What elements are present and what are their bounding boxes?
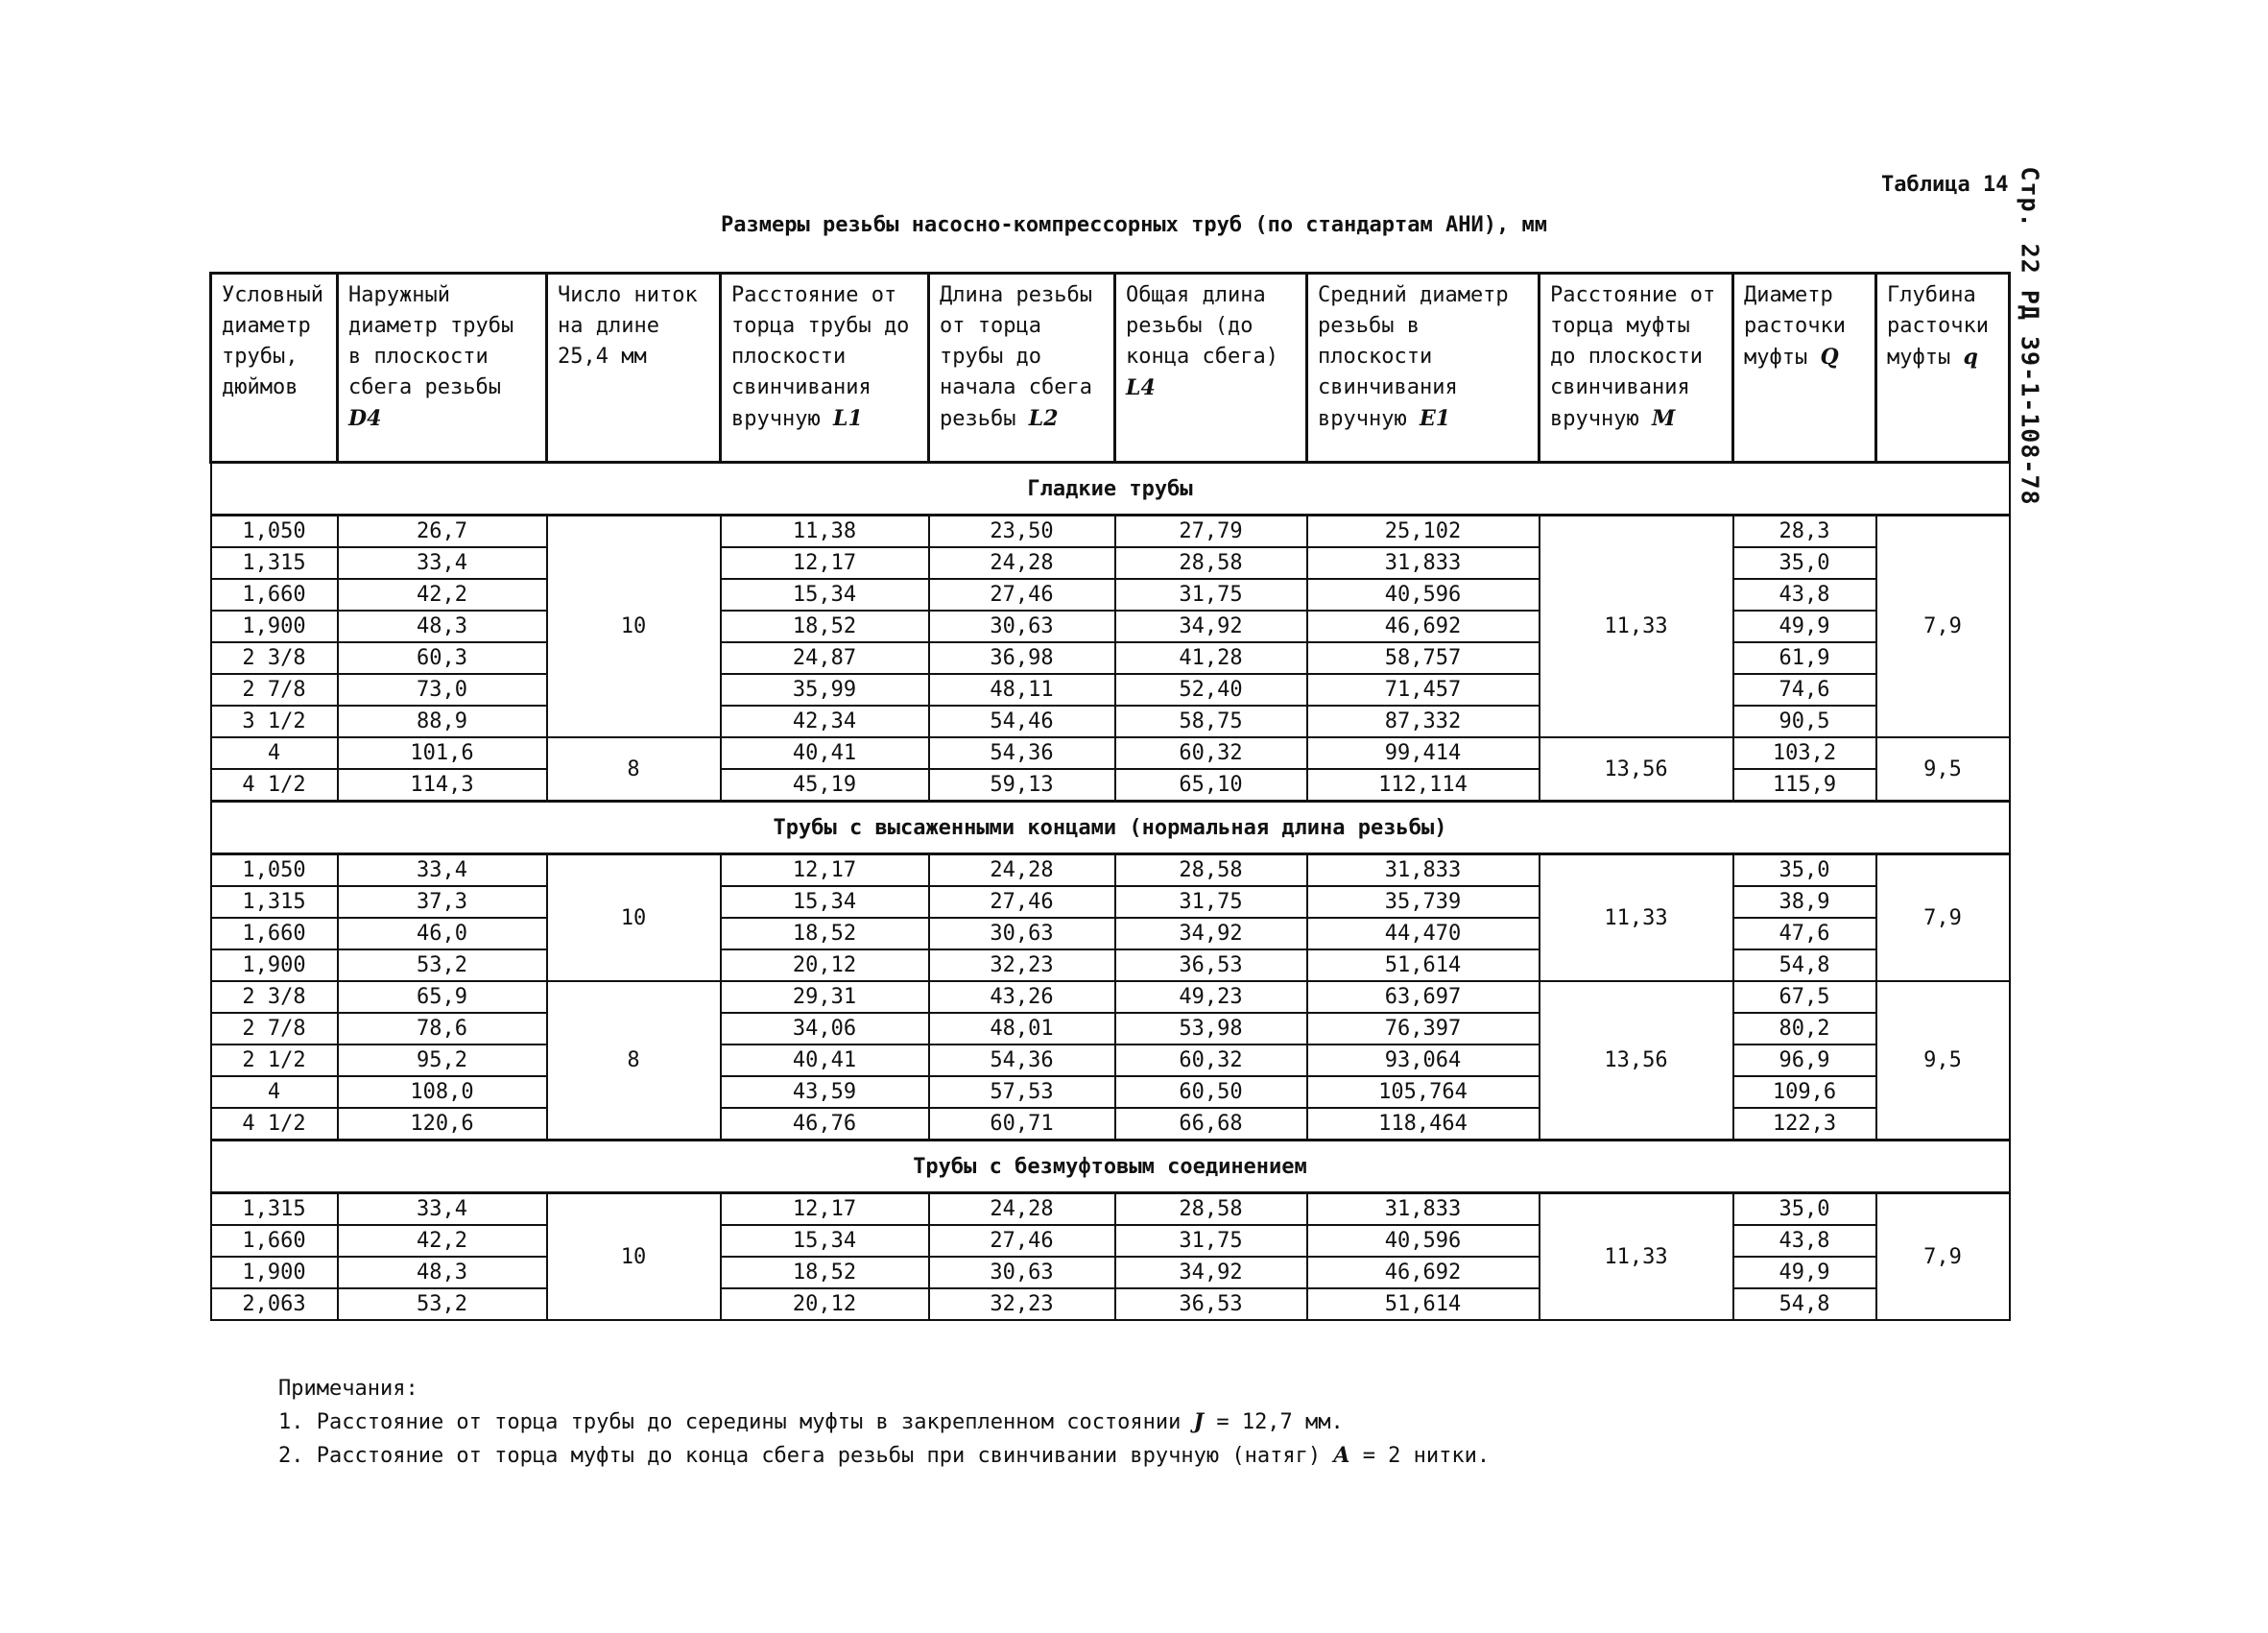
header-symbol: L2: [1028, 406, 1059, 431]
cell-l2: 59,13: [929, 769, 1115, 802]
cell-bore-diameter: 115,9: [1733, 769, 1876, 802]
cell-bore-diameter: 109,6: [1733, 1076, 1876, 1108]
cell-nominal-diameter: 1,660: [211, 579, 338, 611]
cell-outer-diameter: 26,7: [338, 516, 547, 548]
note-2-symbol: A: [1333, 1443, 1350, 1468]
table-row: [211, 949, 2010, 981]
cell-bore-diameter: 61,9: [1733, 642, 1876, 674]
header-symbol: q: [1963, 345, 1978, 370]
table-row: [211, 706, 2010, 737]
cell-nominal-diameter: 4 1/2: [211, 769, 338, 802]
table-row: [211, 769, 2010, 802]
cell-l4: 65,10: [1115, 769, 1307, 802]
document-code: Стр. 22 РД 39-1-108-78: [2016, 166, 2044, 506]
header-symbol: Q: [1820, 345, 1839, 370]
cell-l2: 24,28: [929, 1193, 1115, 1226]
cell-e1: 46,692: [1307, 611, 1540, 642]
cell-l2: 57,53: [929, 1076, 1115, 1108]
cell-l1: 34,06: [721, 1013, 929, 1045]
cell-l1: 12,17: [721, 1193, 929, 1226]
header-cell: [721, 274, 929, 463]
table-row: [211, 1257, 2010, 1288]
cell-e1: 112,114: [1307, 769, 1540, 802]
cell-l4: 60,50: [1115, 1076, 1307, 1108]
cell-bore-diameter: 43,8: [1733, 579, 1876, 611]
table-caption: Размеры резьбы насосно-компрессорных труб (по стандартам АНИ), мм: [721, 213, 1547, 237]
cell-bore-diameter: 103,2: [1733, 737, 1876, 769]
cell-bore-diameter: 49,9: [1733, 611, 1876, 642]
cell-nominal-diameter: 1,050: [211, 854, 338, 887]
cell-l2: 54,36: [929, 1045, 1115, 1076]
cell-nominal-diameter: 1,315: [211, 886, 338, 918]
cell-l4: 49,23: [1115, 981, 1307, 1013]
cell-e1: 76,397: [1307, 1013, 1540, 1045]
table-row: [211, 886, 2010, 918]
table-row: [211, 1193, 2010, 1226]
cell-threads: 10: [547, 516, 721, 738]
cell-outer-diameter: 33,4: [338, 1193, 547, 1226]
header-cell: [1307, 274, 1540, 463]
table-row: [211, 516, 2010, 548]
cell-nominal-diameter: 2 1/2: [211, 1045, 338, 1076]
cell-bore-diameter: 80,2: [1733, 1013, 1876, 1045]
cell-l2: 54,46: [929, 706, 1115, 737]
header-cell: [1733, 274, 1876, 463]
cell-l1: 15,34: [721, 886, 929, 918]
cell-e1: 63,697: [1307, 981, 1540, 1013]
table-row: [211, 1076, 2010, 1108]
cell-e1: 99,414: [1307, 737, 1540, 769]
header-text: Наружный диаметр трубы в плоскости сбега резьбы: [348, 283, 514, 399]
table-row: [211, 642, 2010, 674]
cell-bore-diameter: 49,9: [1733, 1257, 1876, 1288]
cell-e1: 87,332: [1307, 706, 1540, 737]
cell-l2: 30,63: [929, 1257, 1115, 1288]
cell-bore-diameter: 96,9: [1733, 1045, 1876, 1076]
table-row: [211, 854, 2010, 887]
cell-e1: 31,833: [1307, 547, 1540, 579]
cell-l1: 46,76: [721, 1108, 929, 1141]
cell-bore-diameter: 122,3: [1733, 1108, 1876, 1141]
cell-l2: 27,46: [929, 886, 1115, 918]
cell-l2: 27,46: [929, 579, 1115, 611]
cell-bore-diameter: 54,8: [1733, 1288, 1876, 1320]
cell-l2: 60,71: [929, 1108, 1115, 1141]
cell-bore-depth: 7,9: [1876, 1193, 2010, 1321]
cell-bore-diameter: 90,5: [1733, 706, 1876, 737]
cell-l1: 45,19: [721, 769, 929, 802]
header-text: Средний диаметр резьбы в плоскости свинчивания вручную: [1318, 283, 1509, 431]
header-cell: [1876, 274, 2010, 463]
header-symbol: E1: [1419, 406, 1451, 431]
cell-nominal-diameter: 2,063: [211, 1288, 338, 1320]
table-row: [211, 611, 2010, 642]
cell-outer-diameter: 120,6: [338, 1108, 547, 1141]
header-text: Расстояние от торца муфты до плоскости свинчивания вручную: [1550, 283, 1716, 431]
cell-bore-diameter: 47,6: [1733, 918, 1876, 949]
table-row: [211, 1225, 2010, 1257]
cell-outer-diameter: 108,0: [338, 1076, 547, 1108]
cell-outer-diameter: 95,2: [338, 1045, 547, 1076]
cell-l4: 28,58: [1115, 1193, 1307, 1226]
cell-outer-diameter: 78,6: [338, 1013, 547, 1045]
cell-nominal-diameter: 1,660: [211, 1225, 338, 1257]
header-symbol: L4: [1126, 375, 1156, 400]
cell-coupling-offset: 11,33: [1540, 854, 1733, 982]
cell-nominal-diameter: 2 3/8: [211, 642, 338, 674]
cell-l4: 52,40: [1115, 674, 1307, 706]
section-title: Трубы с высаженными концами (нормальная длина резьбы): [211, 802, 2010, 854]
header-symbol: L1: [832, 406, 863, 431]
cell-l1: 12,17: [721, 854, 929, 887]
header-cell: [338, 274, 547, 463]
table-row: [211, 674, 2010, 706]
cell-l1: 20,12: [721, 1288, 929, 1320]
cell-l1: 35,99: [721, 674, 929, 706]
table-row: [211, 1288, 2010, 1320]
cell-l2: 54,36: [929, 737, 1115, 769]
cell-bore-depth: 9,5: [1876, 981, 2010, 1141]
cell-nominal-diameter: 1,315: [211, 547, 338, 579]
cell-bore-diameter: 74,6: [1733, 674, 1876, 706]
cell-outer-diameter: 48,3: [338, 1257, 547, 1288]
cell-outer-diameter: 37,3: [338, 886, 547, 918]
section-title: Трубы с безмуфтовым соединением: [211, 1141, 2010, 1193]
cell-e1: 40,596: [1307, 1225, 1540, 1257]
cell-l1: 18,52: [721, 1257, 929, 1288]
header-cell: [547, 274, 721, 463]
header-symbol: D4: [348, 406, 382, 431]
cell-l1: 15,34: [721, 579, 929, 611]
cell-nominal-diameter: 1,900: [211, 949, 338, 981]
cell-e1: 25,102: [1307, 516, 1540, 548]
table-row: [211, 1108, 2010, 1141]
header-text: Длина резьбы от торца трубы до начала сбега резьбы: [940, 283, 1092, 431]
cell-nominal-diameter: 1,660: [211, 918, 338, 949]
table-row: [211, 1013, 2010, 1045]
cell-l4: 58,75: [1115, 706, 1307, 737]
header-text: Условный диаметр трубы, дюймов: [222, 283, 323, 399]
cell-nominal-diameter: 4: [211, 1076, 338, 1108]
cell-e1: 31,833: [1307, 854, 1540, 887]
header-row: [211, 274, 2010, 463]
cell-threads: 10: [547, 1193, 721, 1321]
cell-e1: 93,064: [1307, 1045, 1540, 1076]
cell-l4: 60,32: [1115, 737, 1307, 769]
cell-l1: 20,12: [721, 949, 929, 981]
cell-bore-depth: 7,9: [1876, 516, 2010, 738]
cell-outer-diameter: 33,4: [338, 854, 547, 887]
header-text: Расстояние от торца трубы до плоскости свинчивания вручную: [731, 283, 910, 431]
cell-outer-diameter: 73,0: [338, 674, 547, 706]
cell-l4: 31,75: [1115, 886, 1307, 918]
cell-outer-diameter: 46,0: [338, 918, 547, 949]
cell-l2: 27,46: [929, 1225, 1115, 1257]
cell-l1: 12,17: [721, 547, 929, 579]
cell-l2: 23,50: [929, 516, 1115, 548]
cell-e1: 46,692: [1307, 1257, 1540, 1288]
cell-l4: 28,58: [1115, 854, 1307, 887]
header-cell: [211, 274, 338, 463]
cell-outer-diameter: 48,3: [338, 611, 547, 642]
note-1: 1. Расстояние от торца трубы до середины муфты в закрепленном состоянии J = 12,7 мм.: [278, 1409, 1344, 1434]
cell-nominal-diameter: 4 1/2: [211, 1108, 338, 1141]
cell-l2: 24,28: [929, 854, 1115, 887]
cell-outer-diameter: 42,2: [338, 579, 547, 611]
header-cell: [1540, 274, 1733, 463]
table-number: Таблица 14: [1881, 173, 2009, 197]
cell-l1: 18,52: [721, 611, 929, 642]
cell-l2: 30,63: [929, 611, 1115, 642]
note-1-symbol: J: [1193, 1409, 1205, 1434]
cell-threads: 8: [547, 981, 721, 1141]
cell-l2: 32,23: [929, 1288, 1115, 1320]
cell-l4: 36,53: [1115, 949, 1307, 981]
cell-coupling-offset: 11,33: [1540, 1193, 1733, 1321]
cell-l4: 66,68: [1115, 1108, 1307, 1141]
table-row: [211, 737, 2010, 769]
cell-l2: 24,28: [929, 547, 1115, 579]
cell-outer-diameter: 42,2: [338, 1225, 547, 1257]
cell-outer-diameter: 101,6: [338, 737, 547, 769]
cell-e1: 105,764: [1307, 1076, 1540, 1108]
cell-nominal-diameter: 1,315: [211, 1193, 338, 1226]
header-symbol: M: [1651, 406, 1676, 431]
cell-outer-diameter: 53,2: [338, 949, 547, 981]
cell-bore-diameter: 35,0: [1733, 547, 1876, 579]
cell-bore-diameter: 67,5: [1733, 981, 1876, 1013]
cell-e1: 51,614: [1307, 1288, 1540, 1320]
cell-l4: 34,92: [1115, 918, 1307, 949]
cell-l4: 41,28: [1115, 642, 1307, 674]
cell-nominal-diameter: 4: [211, 737, 338, 769]
cell-l1: 43,59: [721, 1076, 929, 1108]
table-row: [211, 579, 2010, 611]
cell-l1: 40,41: [721, 1045, 929, 1076]
cell-outer-diameter: 60,3: [338, 642, 547, 674]
cell-l1: 15,34: [721, 1225, 929, 1257]
cell-bore-diameter: 38,9: [1733, 886, 1876, 918]
cell-l2: 36,98: [929, 642, 1115, 674]
header-cell: [1115, 274, 1307, 463]
cell-bore-diameter: 43,8: [1733, 1225, 1876, 1257]
cell-l2: 30,63: [929, 918, 1115, 949]
cell-e1: 44,470: [1307, 918, 1540, 949]
cell-coupling-offset: 11,33: [1540, 516, 1733, 738]
cell-bore-diameter: 54,8: [1733, 949, 1876, 981]
cell-bore-depth: 9,5: [1876, 737, 2010, 802]
section-row: [211, 463, 2010, 516]
cell-l2: 32,23: [929, 949, 1115, 981]
cell-l1: 11,38: [721, 516, 929, 548]
cell-l4: 34,92: [1115, 1257, 1307, 1288]
thread-dimensions-table: [209, 272, 2011, 1321]
cell-l1: 29,31: [721, 981, 929, 1013]
note-2: 2. Расстояние от торца муфты до конца сбега резьбы при свинчивании вручную (натяг) A = 2 нитки.: [278, 1443, 1491, 1468]
cell-l4: 28,58: [1115, 547, 1307, 579]
cell-e1: 118,464: [1307, 1108, 1540, 1141]
cell-outer-diameter: 33,4: [338, 547, 547, 579]
table-row: [211, 1045, 2010, 1076]
notes-title: Примечания:: [278, 1377, 418, 1401]
cell-l4: 36,53: [1115, 1288, 1307, 1320]
cell-l1: 42,34: [721, 706, 929, 737]
table-row: [211, 547, 2010, 579]
table-row: [211, 981, 2010, 1013]
section-title: Гладкие трубы: [211, 463, 2010, 516]
cell-threads: 10: [547, 854, 721, 982]
cell-bore-depth: 7,9: [1876, 854, 2010, 982]
cell-l2: 48,11: [929, 674, 1115, 706]
section-row: [211, 802, 2010, 854]
header-text: Глубина расточки муфты: [1887, 283, 1989, 370]
cell-l4: 31,75: [1115, 1225, 1307, 1257]
cell-outer-diameter: 88,9: [338, 706, 547, 737]
cell-bore-diameter: 35,0: [1733, 1193, 1876, 1226]
cell-nominal-diameter: 3 1/2: [211, 706, 338, 737]
cell-nominal-diameter: 1,050: [211, 516, 338, 548]
header-text: Общая длина резьбы (до конца сбега): [1126, 283, 1278, 369]
cell-nominal-diameter: 2 7/8: [211, 1013, 338, 1045]
cell-nominal-diameter: 2 7/8: [211, 674, 338, 706]
header-text: Диаметр расточки муфты: [1744, 283, 1846, 370]
cell-nominal-diameter: 1,900: [211, 1257, 338, 1288]
cell-l4: 34,92: [1115, 611, 1307, 642]
cell-l4: 27,79: [1115, 516, 1307, 548]
header-text: Число ниток на длине 25,4 мм: [558, 283, 698, 369]
cell-l4: 53,98: [1115, 1013, 1307, 1045]
cell-l1: 24,87: [721, 642, 929, 674]
cell-outer-diameter: 114,3: [338, 769, 547, 802]
cell-bore-diameter: 28,3: [1733, 516, 1876, 548]
cell-e1: 58,757: [1307, 642, 1540, 674]
cell-e1: 71,457: [1307, 674, 1540, 706]
cell-outer-diameter: 53,2: [338, 1288, 547, 1320]
cell-l1: 18,52: [721, 918, 929, 949]
cell-nominal-diameter: 2 3/8: [211, 981, 338, 1013]
cell-coupling-offset: 13,56: [1540, 981, 1733, 1141]
cell-outer-diameter: 65,9: [338, 981, 547, 1013]
notes: [278, 1373, 1490, 1473]
cell-l4: 31,75: [1115, 579, 1307, 611]
header-cell: [929, 274, 1115, 463]
cell-e1: 51,614: [1307, 949, 1540, 981]
cell-e1: 35,739: [1307, 886, 1540, 918]
cell-bore-diameter: 35,0: [1733, 854, 1876, 887]
cell-l1: 40,41: [721, 737, 929, 769]
cell-l4: 60,32: [1115, 1045, 1307, 1076]
section-row: [211, 1141, 2010, 1193]
cell-threads: 8: [547, 737, 721, 802]
cell-coupling-offset: 13,56: [1540, 737, 1733, 802]
cell-l2: 48,01: [929, 1013, 1115, 1045]
cell-e1: 31,833: [1307, 1193, 1540, 1226]
table-row: [211, 918, 2010, 949]
cell-l2: 43,26: [929, 981, 1115, 1013]
cell-e1: 40,596: [1307, 579, 1540, 611]
cell-nominal-diameter: 1,900: [211, 611, 338, 642]
